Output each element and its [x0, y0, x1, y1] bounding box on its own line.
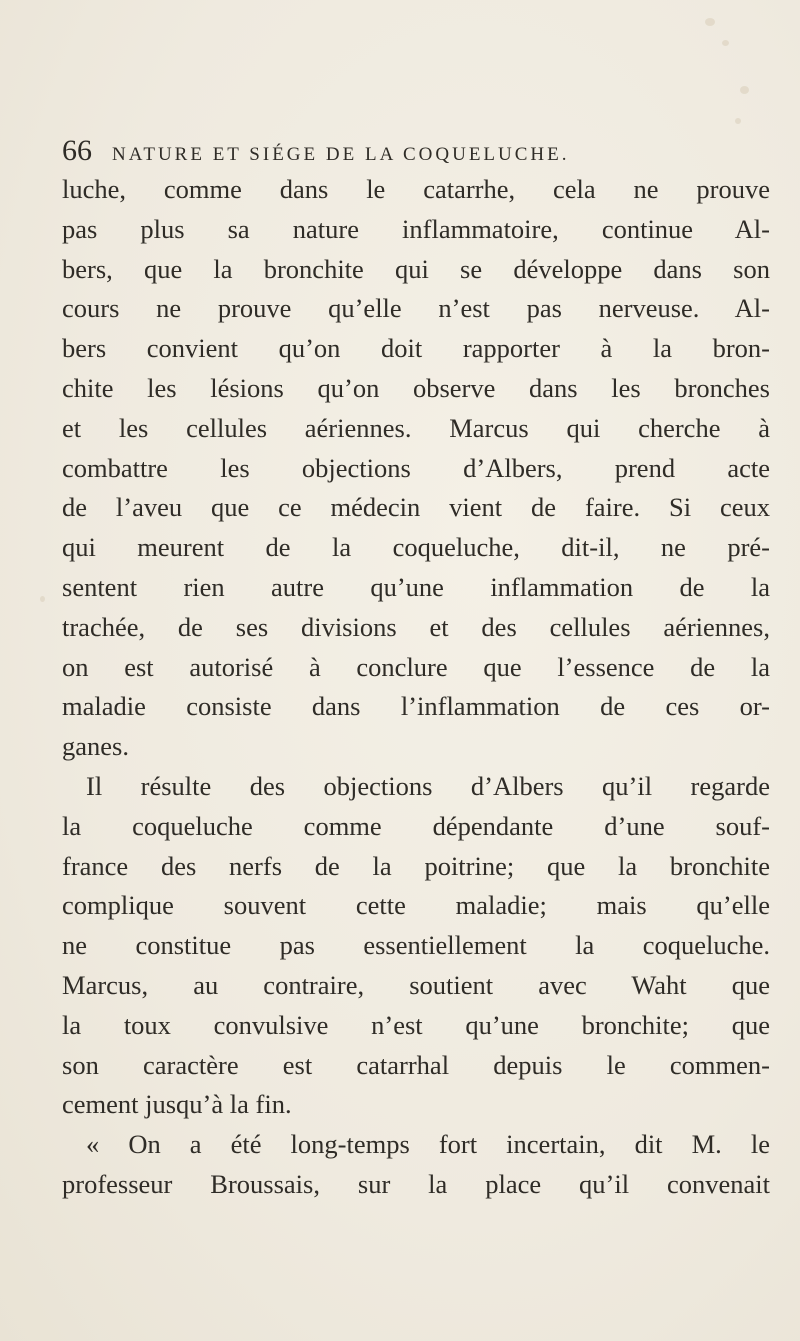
- text-line: de l’aveu que ce médecin vient de faire. Si ceux: [62, 492, 770, 523]
- text-line: pas plus sa nature inflammatoire, continue Al-: [62, 213, 770, 244]
- body-text: [62, 170, 770, 1205]
- text-line: cours ne prouve qu’elle n’est pas nerveuse. Al-: [62, 293, 770, 324]
- text-line: chite les lésions qu’on observe dans les bronches: [62, 372, 770, 403]
- text-line: maladie consiste dans l’inflammation de ces or-: [62, 691, 770, 722]
- text-line: la coqueluche comme dépendante d’une souf-: [62, 810, 770, 841]
- running-title: NATURE ET SIÉGE DE LA COQUELUCHE.: [112, 144, 570, 165]
- text-line: complique souvent cette maladie; mais qu’elle: [62, 890, 770, 921]
- paper-stain: [740, 86, 749, 94]
- text-line: sentent rien autre qu’une inflammation de la: [62, 571, 770, 602]
- text-line: trachée, de ses divisions et des cellules aériennes,: [62, 611, 770, 642]
- text-line: ne constitue pas essentiellement la coqueluche.: [62, 930, 770, 961]
- text-line: « On a été long-temps fort incertain, dit M. le: [86, 1129, 770, 1160]
- paper-stain: [722, 40, 729, 46]
- text-line: bers, que la bronchite qui se développe dans son: [62, 253, 770, 284]
- text-line: luche, comme dans le catarrhe, cela ne prouve: [62, 174, 770, 204]
- paper-stain: [735, 118, 741, 124]
- text-line: ganes.: [62, 731, 129, 762]
- text-line: combattre les objections d’Albers, prend acte: [62, 452, 770, 483]
- page-number: 66: [62, 134, 92, 167]
- text-line: qui meurent de la coqueluche, dit-il, ne pré-: [62, 532, 770, 563]
- text-line: et les cellules aériennes. Marcus qui cherche à: [62, 412, 770, 443]
- text-line: Marcus, au contraire, soutient avec Waht que: [62, 969, 770, 1000]
- text-line: Il résulte des objections d’Albers qu’il regarde: [86, 770, 770, 801]
- paper-stain: [40, 596, 45, 602]
- text-line: professeur Broussais, sur la place qu’il convenait: [62, 1168, 770, 1199]
- text-line: cement jusqu’à la fin.: [62, 1089, 292, 1120]
- text-line: france des nerfs de la poitrine; que la bronchite: [62, 850, 770, 881]
- text-line: la toux convulsive n’est qu’une bronchite; que: [62, 1009, 770, 1040]
- text-line: bers convient qu’on doit rapporter à la bron-: [62, 333, 770, 364]
- page-header: [62, 134, 742, 170]
- paper-stain: [705, 18, 715, 26]
- text-line: son caractère est catarrhal depuis le commen-: [62, 1049, 770, 1080]
- text-line: on est autorisé à conclure que l’essence de la: [62, 651, 770, 682]
